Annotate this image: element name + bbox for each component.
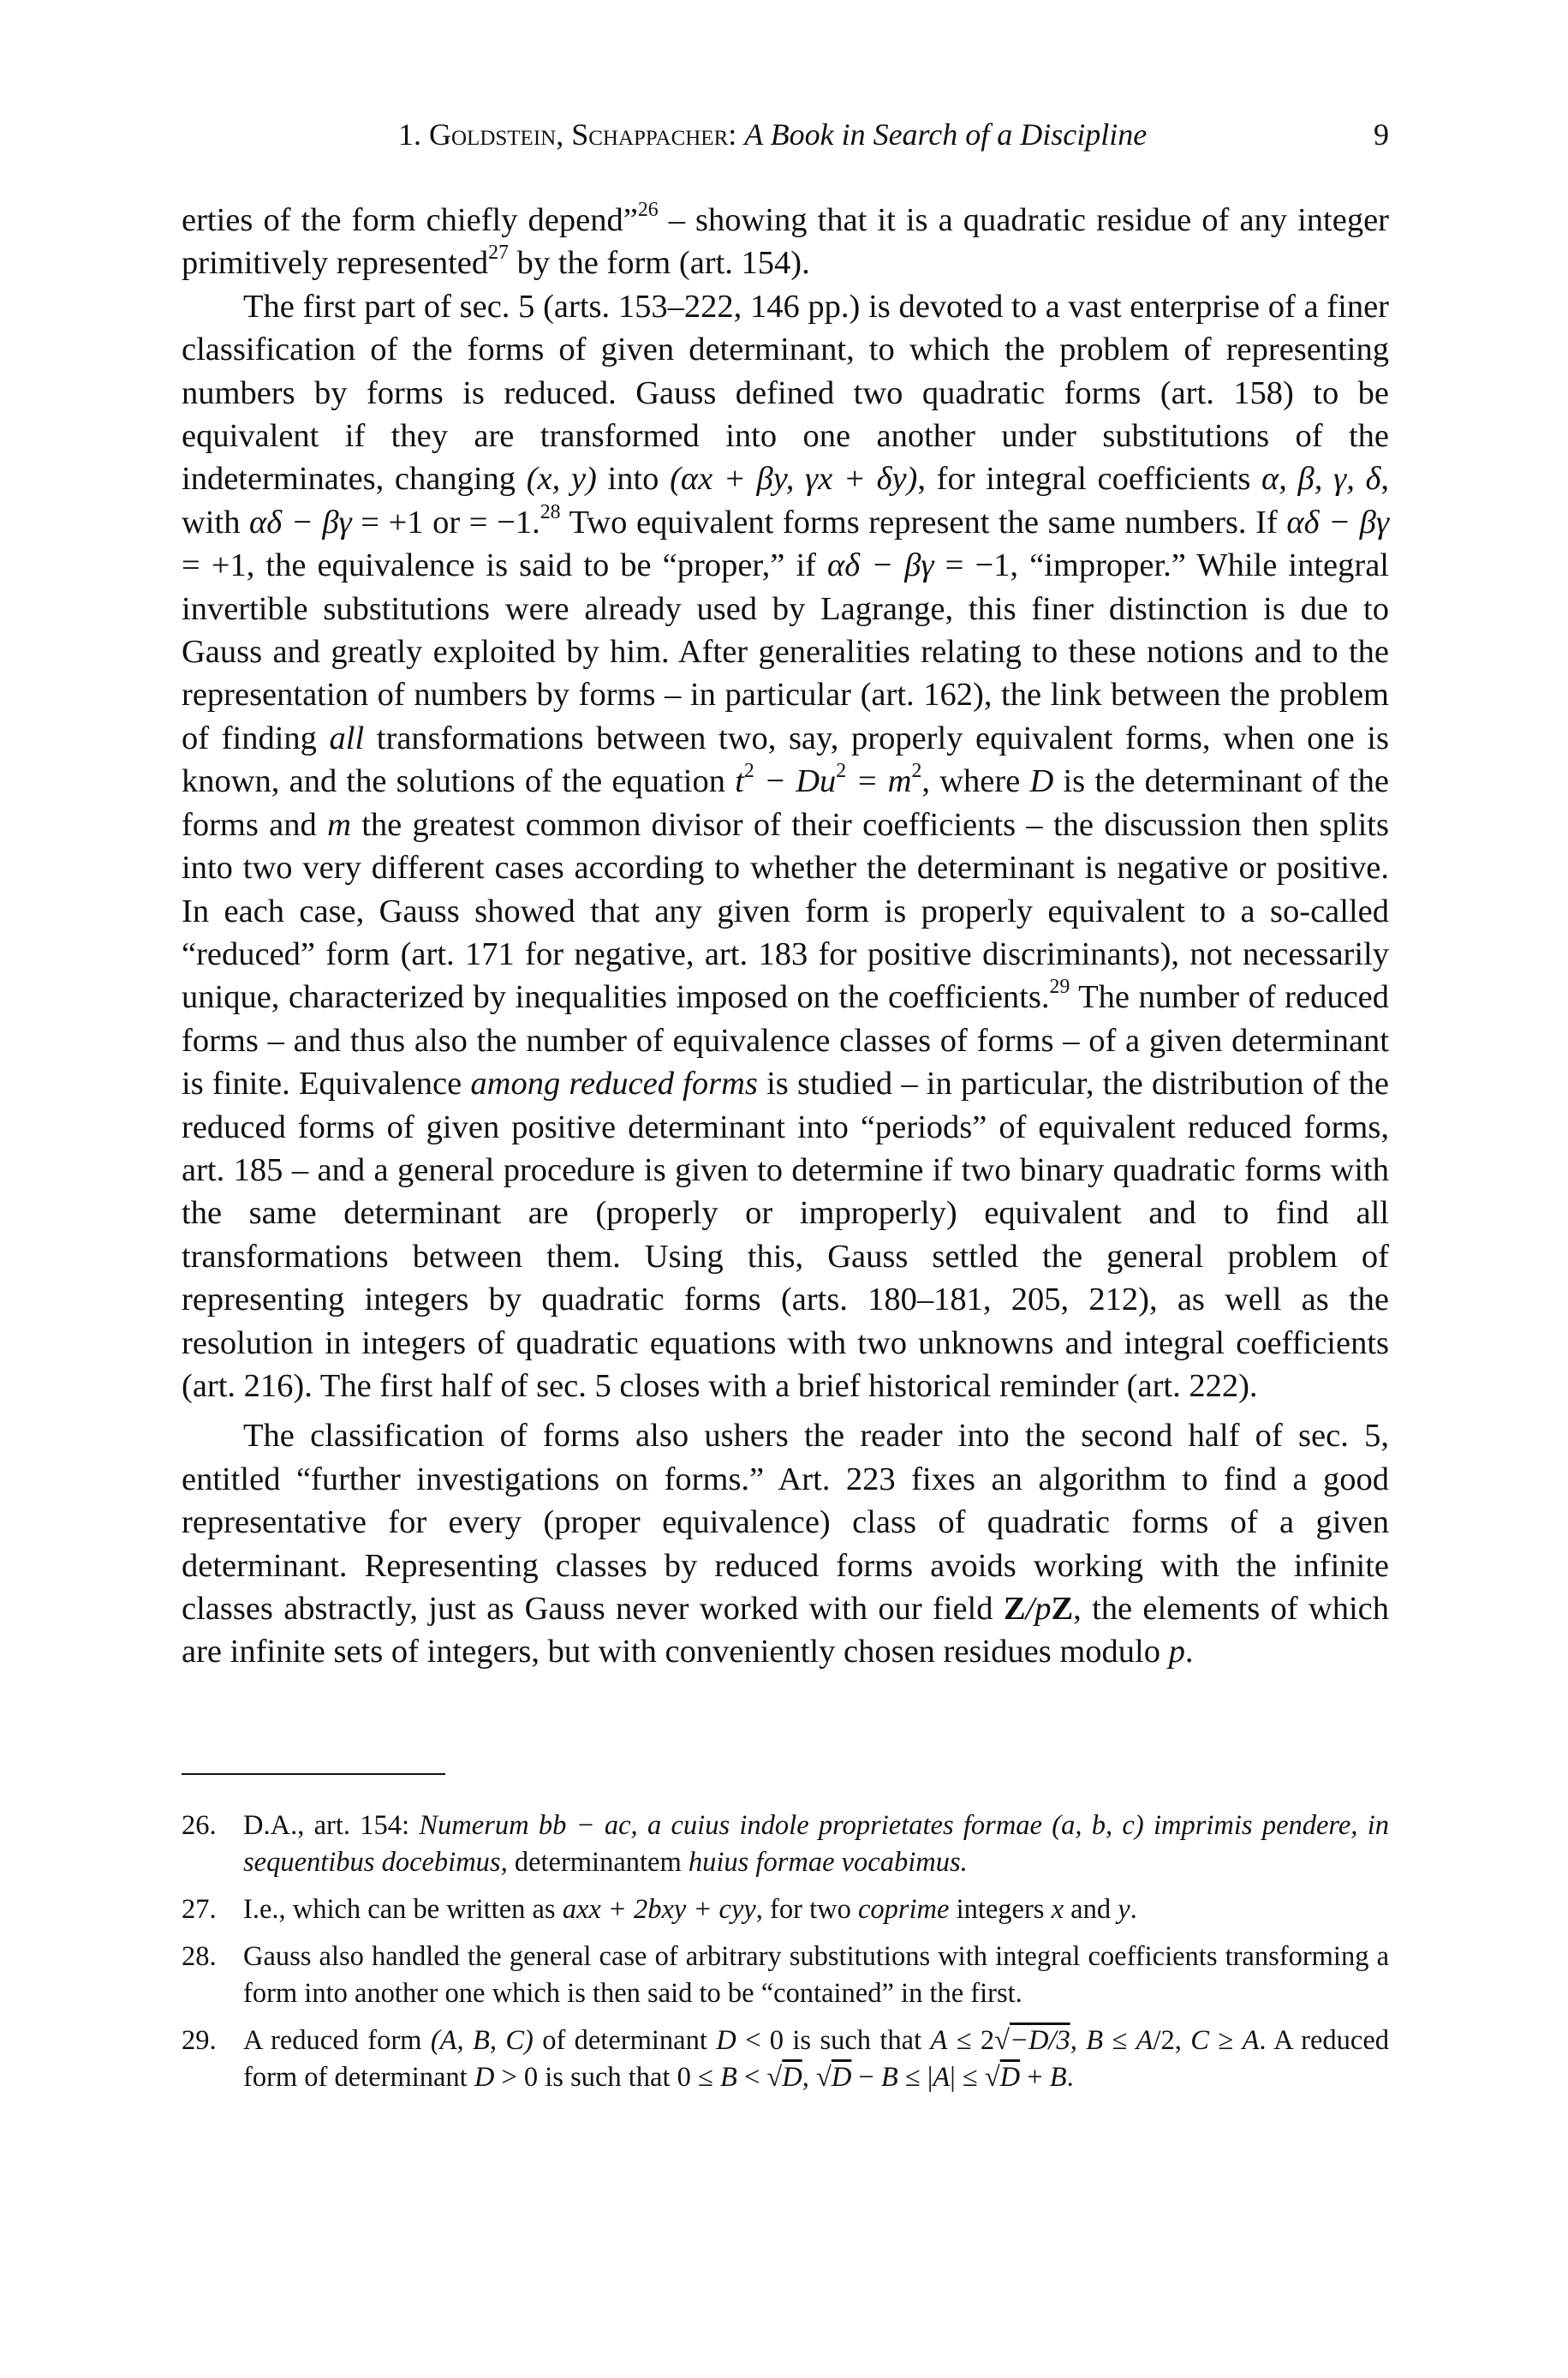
math-radicand: D [782,2062,802,2093]
footnote-27 [182,1891,1389,1928]
text-run: A reduced form [243,2025,431,2056]
header-chapter-number: 1. [398,117,429,152]
text-run: – showing that it is a quadratic residue of any integer primitively represented [182,202,1389,282]
text-run: . [1184,1634,1194,1670]
math-inline: A [930,2025,948,2056]
emphasis: coprime [857,1894,950,1925]
math-bold: Z [1003,1591,1026,1627]
text-run: by the form (art. 154). [509,245,810,282]
math-inline: C [1190,2025,1209,2056]
text-run: < √ [736,2062,783,2093]
text-run: of determinant [533,2025,717,2056]
math-inline: x [1051,1894,1064,1925]
header-colon: : [728,117,745,152]
math-inline: p [1168,1634,1185,1670]
footnote-ref-26[interactable]: 26 [637,198,659,221]
math-inline: /p [1025,1591,1052,1627]
math-inline: − Du [754,763,837,800]
math-inline: (x, y) [526,461,597,498]
text-run: determinantem [507,1847,689,1878]
text-run: ≤ 2√ [947,2025,1011,2056]
text-run: into [596,461,671,498]
emphasis: all [329,720,365,756]
math-inline: m [327,806,351,843]
text-run: − [851,2062,881,2093]
math-inline: (αx + βy, γx + δy) [670,461,918,498]
text-run: Gauss also handled the general case of arbitrary substitutions with integral coefficients transforming a form into another one which is then said to be “contained” in the first. [243,1941,1389,2009]
text-run: is the determinant of the forms and [182,763,1389,843]
text-run: , where [921,763,1030,800]
text-run: = −1, “improper.” While integral invertible substitutions were already used by Lagrange, this finer distinction is due to Gauss and greatly exploited by him. After generalities relating to these notions and to the representation of numbers by forms – in particular (art. 162), the link between the problem of finding [182,547,1389,756]
math-inline: α, β, γ, δ [1261,461,1381,498]
footnote-number: 28. [182,1941,217,1972]
text-run: integers [949,1894,1052,1925]
header-author-1: Goldstein [429,117,557,152]
footnote-ref-27[interactable]: 27 [488,242,509,265]
emphasis: among reduced forms [470,1066,758,1102]
footnote-number: 26. [182,1810,217,1841]
math-inline: t [735,763,744,800]
footnote-ref-28[interactable]: 28 [540,500,561,523]
header-title [398,117,1147,152]
footnotes [182,1807,1389,2106]
text-run: D.A., art. 154: [243,1810,420,1841]
math-inline: A [1242,2025,1260,2056]
math-exponent: 2 [743,760,754,783]
math-inline: αδ − βγ [1286,504,1389,541]
page-number: 9 [1374,117,1389,152]
math-inline: B [880,2062,898,2093]
text-run: | ≤ √ [950,2062,1000,2093]
text-run: , for integral coefficients [917,461,1262,498]
body-text [182,199,1389,1674]
math-inline: B [1086,2025,1104,2056]
text-run: and [1064,1894,1118,1925]
text-run: , [1070,2025,1087,2056]
math-inline: y [1118,1894,1130,1925]
text-run: , √ [802,2062,832,2093]
math-inline: B [719,2062,737,2093]
header-author-2: Schappacher [571,117,729,152]
math-exponent: 2 [911,760,922,783]
text-run: The number of reduced forms – and thus also the number of equivalence classes of forms – of a given determinant is finite. Equivalence [182,979,1390,1102]
text-run: . [1130,1894,1137,1925]
text-run: , with [182,461,1390,541]
text-run: transformations between two, say, properly equivalent forms, when one is known, and the solutions of the equation [182,720,1389,800]
text-run: , the elements of which are infinite sets of integers, but with conveniently chosen residues modulo [182,1591,1390,1670]
footnote-26 [182,1807,1389,1881]
math-inline: A [933,2062,951,2093]
math-inline: = m [846,763,912,800]
text-run: The classification of forms also ushers the reader into the second half of sec. 5, entitled “further investigations on forms.” Art. 223 fixes an algorithm to find a good representative for every (proper equivalence) class of quadratic forms of a given determinant. Representing classes by reduced forms avoids working with the infinite classes abstractly, just as Gauss never worked with our field [182,1418,1389,1627]
math-radicand: D [999,2062,1021,2093]
paragraph-2 [182,285,1389,1408]
math-inline: D [474,2062,495,2093]
text-run: /2, [1153,2025,1191,2056]
paragraph-1 [182,199,1389,285]
math-inline: D [1029,763,1054,800]
emphasis: Numerum bb − ac, a cuius indole proprietates formae (a, b, c) imprimis pendere, in sequentibus docebimus, [243,1810,1389,1878]
text-run: , for two [755,1894,858,1925]
text-run: ≤ | [897,2062,933,2093]
text-run: + [1020,2062,1050,2093]
math-exponent: 2 [836,760,847,783]
footnote-number: 29. [182,2025,217,2056]
text-run: is studied – in particular, the distribution of the reduced forms of given positive determinant into “periods” of equivalent reduced forms, art. 185 – and a general procedure is given to determine if two binary quadratic forms with the same determinant are (properly or improperly) equivalent and to find all transformations between them. Using this, Gauss settled the general problem of representing integers by quadratic forms (arts. 180–181, 205, 212), as well as the resolution in integers of quadratic equations with two unknowns and integral coefficients (art. 216). The first half of sec. 5 closes with a brief historical reminder (art. 222). [182,1066,1389,1404]
text-run: Two equivalent forms represent the same numbers. If [560,504,1287,541]
math-radicand: −D/3 [1010,2025,1070,2056]
footnote-29 [182,2022,1389,2096]
text-run: the greatest common divisor of their coefficients – the discussion then splits into two very different cases according to whether the determinant is negative or positive. In each case, Gauss showed that any given form is properly equivalent to a so-called “reduced” form (art. 171 for negative, art. 183 for positive discriminants), not necessarily unique, characterized by inequalities imposed on the coefficients. [182,806,1389,1016]
header-book-title: A Book in Search of a Discipline [744,117,1148,152]
footnote-28 [182,1939,1389,2012]
math-inline: B [1049,2062,1067,2093]
footnote-separator [182,1773,445,1775]
text-run: = +1 or = −1. [351,504,540,541]
math-bold: Z [1051,1591,1074,1627]
emphasis: huius formae vocabimus. [688,1847,968,1878]
header-separator: , [556,117,572,152]
text-run: ≥ [1208,2025,1243,2056]
text-run: I.e., which can be written as [243,1894,563,1925]
text-run: < 0 is such that [736,2025,931,2056]
text-run: . A reduced form of determinant [243,2025,1390,2093]
text-run: ≤ [1103,2025,1136,2056]
footnote-ref-29[interactable]: 29 [1049,976,1070,999]
running-header [182,117,1389,159]
text-run: The first part of sec. 5 (arts. 153–222, 146 pp.) is devoted to a vast enterprise of a finer classification of the forms of given determinant, to which the problem of representing numbers by forms is reduced. Gauss defined two quadratic forms (art. 158) to be equivalent if they are transformed into one another under substitutions of the indeterminates, changing [182,288,1389,498]
math-inline: D [716,2025,736,2056]
math-inline: A [1136,2025,1154,2056]
math-inline: αδ − βγ [827,547,934,584]
text-run: > 0 is such that 0 ≤ [494,2062,720,2093]
paragraph-3 [182,1414,1389,1673]
math-radicand: D [831,2062,852,2093]
footnote-number: 27. [182,1894,217,1925]
math-inline: (A, B, C) [430,2025,534,2056]
text-run: = +1, the equivalence is said to be “proper,” if [182,547,828,584]
math-inline: αδ − βγ [249,504,352,541]
math-inline: axx + 2bxy + cyy [562,1894,756,1925]
text-run: . [1066,2062,1074,2093]
text-run: erties of the form chiefly depend” [182,202,638,238]
